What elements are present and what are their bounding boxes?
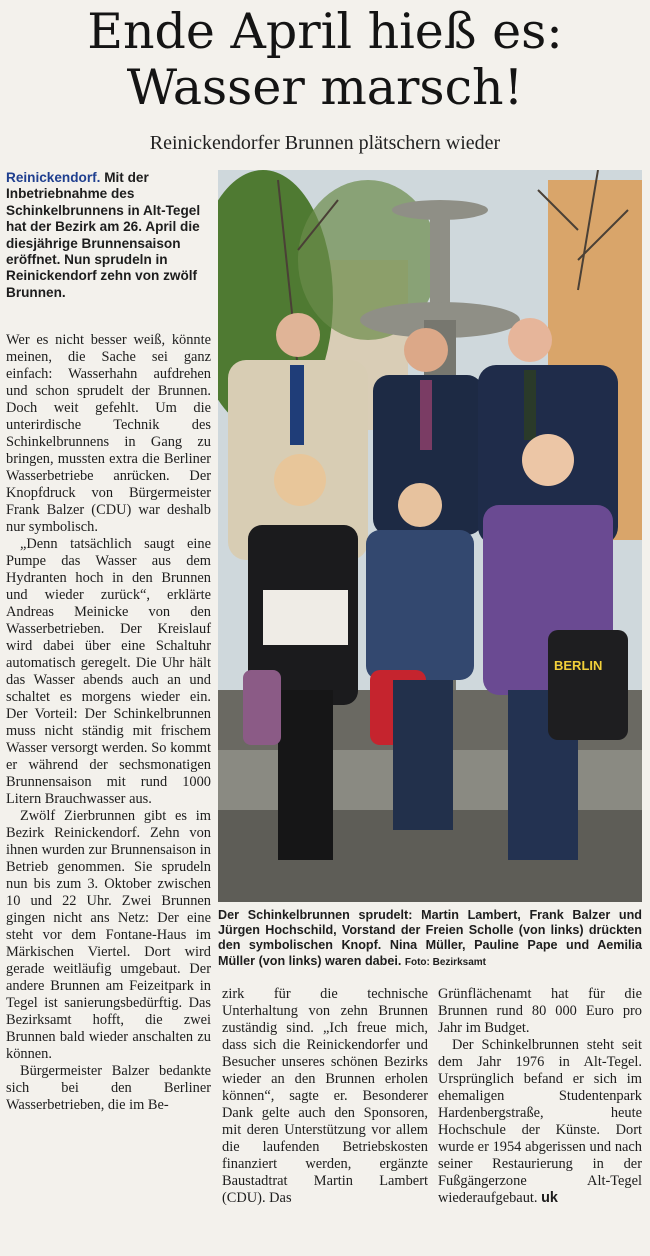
subheadline: Reinickendorfer Brunnen plätschern wieder bbox=[149, 132, 501, 154]
caption-text: Der Schinkelbrunnen sprudelt: Martin Lambert, Frank Balzer und Jürgen Hochschild, Vorstand der Freien Scholle (von links) drückten den symbolischen Knopf. Nina Müller, Pauline Pape und Aemilia Müller (von links) waren dabei. bbox=[218, 908, 642, 968]
bag-text: BERLIN bbox=[554, 658, 603, 673]
author-initials: uk bbox=[541, 1190, 558, 1206]
body-column-2 bbox=[222, 986, 428, 1207]
body-paragraph: „Denn tatsächlich saugt eine Pumpe das Wasser aus dem Hydranten hoch in den Brunnen und wieder zurück“, erklärte Andreas Meinicke von den Wasserbetrieben. Der Kreislauf wird dabei über eine Schaltuhr automatisch geregelt. Die Uhr hält das Wasser abends auch an und schaltet es morgens wieder ein. Der Vorteil: Der Schinkelbrunnen muss nicht ständig mit frischem Wasser versorgt werden. So kommt er während der sechsmonatigen Brunnensaison mit rund 1000 Litern Brauchwasser aus. bbox=[6, 536, 211, 807]
lead-paragraph bbox=[6, 170, 211, 301]
body-text: Der Schinkelbrunnen steht seit dem Jahr 1976 in Alt-Tegel. Ursprünglich befand er sich im ehemaligen Studentenpark Hardenbergstraße, heute Hochschule der Künste. Dort wurde er 1954 abgerissen und nach seiner Restaurierung in der Fußgängerzone Alt-Tegel wiederaufgebaut. bbox=[438, 1037, 642, 1206]
body-paragraph: Grünflächenamt hat für die Brunnen rund 80 000 Euro pro Jahr im Budget. bbox=[438, 986, 642, 1036]
photo-illustration bbox=[218, 170, 642, 902]
headline-line-2: Wasser marsch! bbox=[126, 59, 524, 116]
photo-caption bbox=[218, 908, 642, 970]
lead-text: Mit der Inbetriebnahme des Schinkelbrunnens in Alt-Tegel hat der Bezirk am 26. April die diesjährige Brunnensaison eröffnet. Nun sprudeln in Reinickendorf zehn von zwölf Brunnen. bbox=[6, 170, 201, 300]
body-paragraph: Zwölf Zierbrunnen gibt es im Bezirk Reinickendorf. Zehn von ihnen wurden zur Brunnensaison in Betrieb genommen. Sie sprudeln nun bis zum 3. Oktober zwischen 10 und 22 Uhr. Zwei Brunnen gingen nicht ans Netz: Der eine steht vor dem Fontane-Haus im Märkischen Viertel. Dort wird gerade weitläufig umgebaut. Der andere Brunnen am Feizeitpark in Tegel ist sanierungsbedürftig. Das Bezirksamt hofft, die zwei Brunnen bald wieder anschalten zu können. bbox=[6, 808, 211, 1062]
body-paragraph: zirk für die technische Unterhaltung von zehn Brunnen zuständig sind. „Ich freue mich, dass sich die Reinickendorfer und Besucher unseres schönen Bezirks wieder an den Brunnen erholen können“, sagte er. Besonderer Dank gelte auch den Sponsoren, mit deren Unterstützung vor allem die laufenden Betriebskosten finanziert werden, ergänzte Baustadtrat Martin Lambert (CDU). Das bbox=[222, 986, 428, 1206]
dateline: Reinickendorf. bbox=[6, 170, 101, 185]
body-paragraph bbox=[438, 1037, 642, 1207]
body-column-1 bbox=[6, 332, 211, 1114]
headline-line-1: Ende April hieß es: bbox=[87, 3, 563, 60]
photo-credit: Foto: Bezirksamt bbox=[404, 956, 486, 968]
fountain-photo bbox=[218, 170, 642, 902]
body-paragraph: Wer es nicht besser weiß, könnte meinen, die Sache sei ganz einfach: Wasserhahn aufdrehen und schon sprudelt der Brunnen. Doch weit gefehlt. Um die unterirdische Technik des Schinkelbrunnens in Gang zu bringen, mussten extra die Berliner Wasserbetriebe anrücken. Der Knopfdruck von Bürgermeister Frank Balzer (CDU) war deshalb nur symbolisch. bbox=[6, 332, 211, 535]
headline bbox=[0, 4, 650, 116]
body-paragraph: Bürgermeister Balzer bedankte sich bei den Berliner Wasserbetrieben, die im Be- bbox=[6, 1063, 211, 1113]
body-column-3 bbox=[438, 986, 642, 1207]
